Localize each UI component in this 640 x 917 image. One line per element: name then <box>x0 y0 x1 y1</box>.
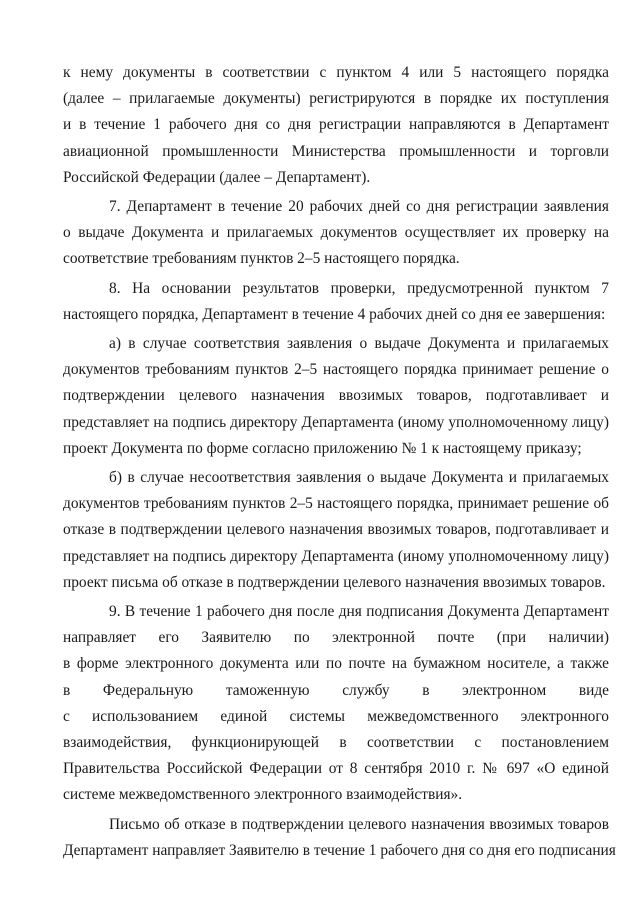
paragraph-continuation <box>63 60 609 191</box>
paragraph-item-9 <box>63 599 609 809</box>
text-line: Департамент направляет Заявителю в течение 1 рабочего дня со дня его подписания <box>63 841 616 859</box>
text-line: 9. В течение 1 рабочего дня после дня подписания Документа Департамент <box>109 603 609 621</box>
text-line: документов требованиям пунктов 2–5 настоящего порядка, принимает решение об <box>63 495 609 513</box>
paragraph-item-7 <box>63 194 609 273</box>
text-line: проект письма об отказе в подтверждении целевого назначения ввозимых товаров. <box>63 573 606 591</box>
text-line: и в течение 1 рабочего дня со дня регистрации направляются в Департамент <box>63 116 609 134</box>
text-line: системе межведомственного электронного взаимодействия». <box>63 786 463 804</box>
document-body <box>63 60 616 864</box>
paragraph-item-8 <box>63 276 609 328</box>
text-line: 8. На основании результатов проверки, предусмотренной пунктом 7 <box>109 279 609 297</box>
text-line: Российской Федерации (далее – Департамент). <box>63 168 371 186</box>
text-line: о выдаче Документа и прилагаемых документов осуществляет их проверку на <box>63 224 609 242</box>
text-line: а) в случае соответствия заявления о выдаче Документа и прилагаемых <box>109 335 609 353</box>
text-line: настоящего порядка, Департамент в течение 4 рабочих дней со дня ее завершения: <box>63 305 606 323</box>
text-line: в Федеральную таможенную службу в электронном виде <box>63 681 609 699</box>
paragraph-subitem-b <box>63 465 609 596</box>
text-line: подтверждении целевого назначения ввозимых товаров, подготавливает и <box>63 387 609 405</box>
text-line: представляет на подпись директору Департамента (иному уполномоченному лицу) <box>63 413 609 431</box>
text-line: в форме электронного документа или по почте на бумажном носителе, а также <box>63 655 609 673</box>
paragraph-subitem-a <box>63 331 609 462</box>
text-line: направляет его Заявителю по электронной почте (при наличии) <box>63 629 609 647</box>
text-line: представляет на подпись директору Департамента (иному уполномоченному лицу) <box>63 547 609 565</box>
text-line: Правительства Российской Федерации от 8 сентября 2010 г. № 697 «О единой <box>63 760 609 778</box>
text-line: отказе в подтверждении целевого назначения ввозимых товаров, подготавливает и <box>63 521 609 539</box>
text-line: (далее – прилагаемые документы) регистрируются в порядке их поступления <box>63 90 609 108</box>
text-line: 7. Департамент в течение 20 рабочих дней со дня регистрации заявления <box>109 198 609 216</box>
paragraph-refusal-letter <box>63 812 616 864</box>
text-line: авиационной промышленности Министерства промышленности и торговли <box>63 142 609 160</box>
text-line: взаимодействия, функционирующей в соответствии с постановлением <box>63 734 609 752</box>
text-line: проект Документа по форме согласно приложению № 1 к настоящему приказу; <box>63 439 582 457</box>
text-line: с использованием единой системы межведомственного электронного <box>63 707 609 725</box>
text-line: документов требованиям пунктов 2–5 настоящего порядка принимает решение о <box>63 361 609 379</box>
text-line: к нему документы в соответствии с пунктом 4 или 5 настоящего порядка <box>63 64 609 81</box>
text-line: б) в случае несоответствия заявления о выдаче Документа и прилагаемых <box>109 469 609 487</box>
text-line: соответствие требованиям пунктов 2–5 настоящего порядка. <box>63 250 460 268</box>
text-line: Письмо об отказе в подтверждении целевого назначения ввозимых товаров <box>109 815 609 833</box>
